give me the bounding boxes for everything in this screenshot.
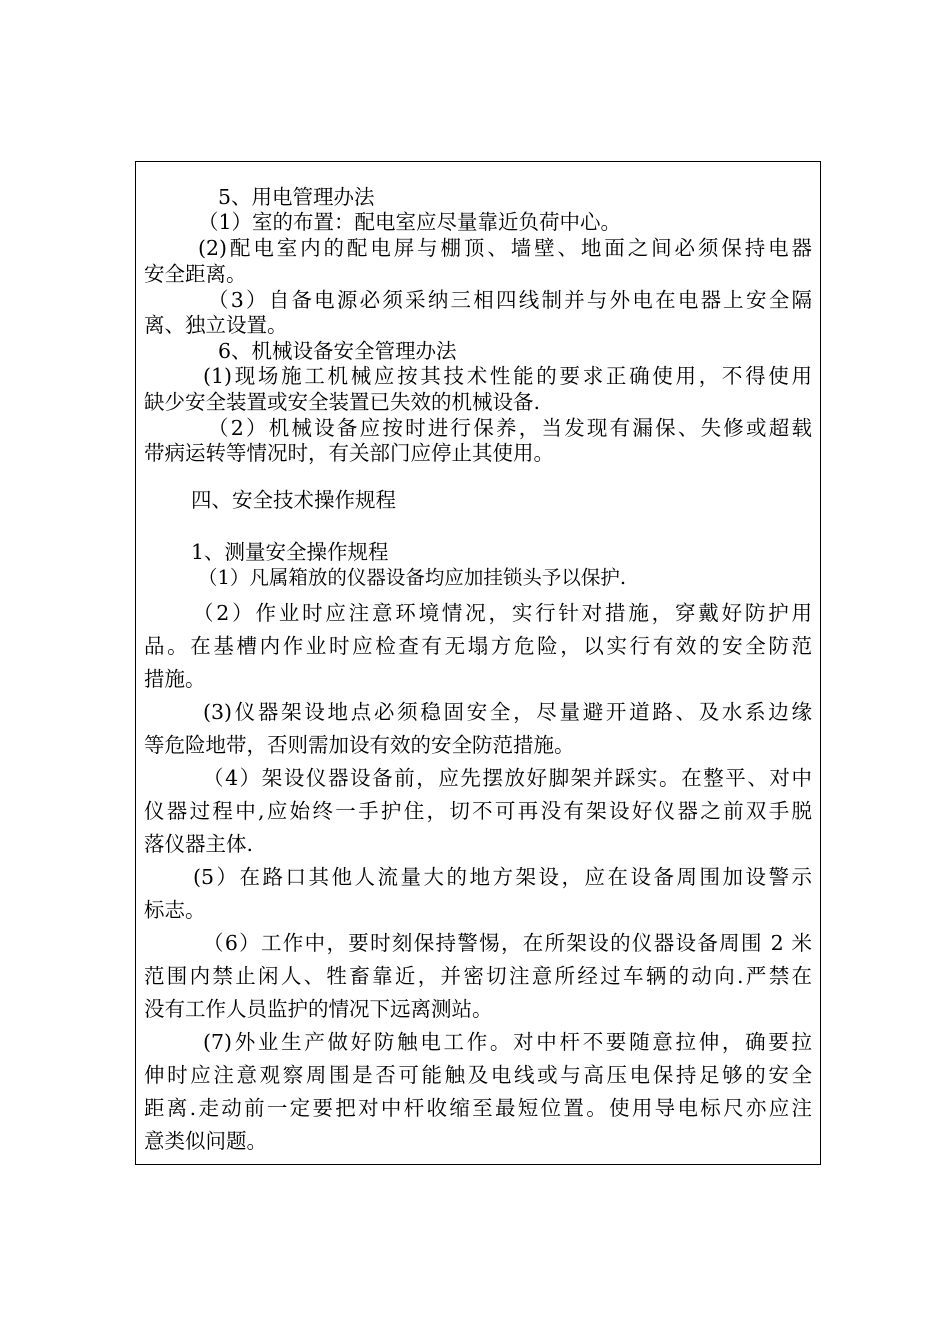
text-line: （1）室的布置：配电室应尽量靠近负荷中心。 [198,210,622,234]
text-line: 安全距离。 [144,262,247,286]
text-line: 意类似问题。 [144,1129,267,1153]
text-line: 品。在基槽内作业时应检查有无塌方危险，以实行有效的安全防范 [144,634,812,658]
text-line: (2)配电室内的配电屏与棚顶、墙壁、地面之间必须保持电器 [198,236,812,260]
text-line: 等危险地带，否则需加设有效的安全防范措施。 [144,733,575,757]
text-line: 缺少安全装置或安全装置已失效的机械设备. [144,390,541,414]
section-heading-electricity: 5、用电管理办法 [218,185,375,209]
text-line: (5）在路口其他人流量大的地方架设，应在设备周围加设警示 [193,865,812,889]
text-line: 带病运转等情况时，有关部门应停止其使用。 [144,441,554,465]
text-line: 离、独立设置。 [144,313,288,337]
text-line: (3)仪器架设地点必须稳固安全，尽量避开道路、及水系边缘 [203,700,812,724]
text-line: 没有工作人员监护的情况下远离测站。 [144,997,493,1021]
text-line: 仪器过程中,应始终一手护住，切不可再没有架设好仪器之前双手脱 [144,799,812,823]
text-line: （2）机械设备应按时进行保养，当发现有漏保、失修或超载 [208,416,812,440]
text-line: 标志。 [144,898,206,922]
text-line: （3）自备电源必须采纳三相四线制并与外电在电器上安全隔 [208,288,812,312]
section-heading-survey: 1、测量安全操作规程 [191,540,389,564]
text-line: （2）作业时应注意环境情况，实行针对措施，穿戴好防护用 [193,601,812,625]
text-line: （4）架设仪器设备前，应先摆放好脚架并踩实。在整平、对中 [203,766,812,790]
text-line: 措施。 [144,667,206,691]
text-line: (1)现场施工机械应按其技术性能的要求正确使用，不得使用 [203,364,812,388]
text-line: 范围内禁止闲人、牲畜靠近，并密切注意所经过车辆的动向.严禁在 [144,964,812,988]
text-line: （6）工作中，要时刻保持警惕，在所架设的仪器设备周围 2 米 [203,931,812,955]
text-line: 落仪器主体. [144,832,254,856]
text-line: 伸时应注意观察周围是否可能触及电线或与高压电保持足够的安全 [144,1063,812,1087]
text-line: （1）凡属箱放的仪器设备均应加挂锁头予以保护. [198,566,627,589]
chapter-heading-safety-procedures: 四、安全技术操作规程 [191,488,396,512]
text-line: (7)外业生产做好防触电工作。对中杆不要随意拉伸，确要拉 [203,1030,812,1054]
section-heading-machinery: 6、机械设备安全管理办法 [218,339,457,363]
text-line: 距离.走动前一定要把对中杆收缩至最短位置。使用导电标尺亦应注 [144,1096,812,1120]
